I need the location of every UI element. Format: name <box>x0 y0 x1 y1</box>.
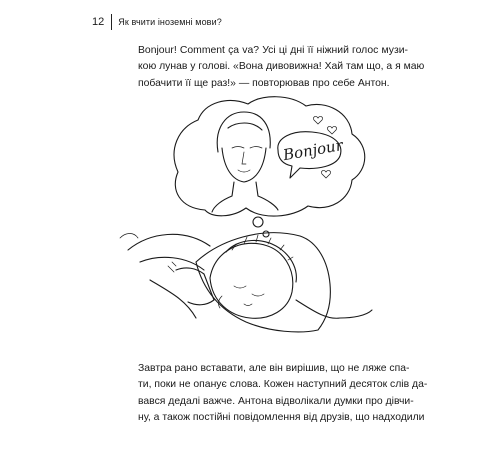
heart-icon <box>327 127 336 134</box>
paragraph-1-line-1: Bonjour! Comment ça va? Усі ці дні її ніжний голос музи- <box>138 45 408 56</box>
paragraph-1-line-2: кою лунав у голові. «Вона дивовижна! Хай там що, а я маю <box>138 61 425 73</box>
paragraph-2-line-3: вався дедалі важче. Антона відволікали думки про дівчи- <box>138 395 414 407</box>
page-number: 12 <box>92 16 105 28</box>
paragraph-1-line-3: побачити її ще раз!» — повторював про себе Антон. <box>138 77 390 89</box>
woman-portrait <box>212 112 278 212</box>
paragraph-2-line-4: ну, а також постійні повідомлення від друзів, що надходили <box>138 412 425 424</box>
heart-icon <box>321 171 330 178</box>
thought-bubble-small-2 <box>263 231 269 237</box>
paragraph-2-line-1: Завтра рано вставати, але він вирішив, що не ляже спа- <box>138 363 410 374</box>
blanket-fold <box>296 300 372 318</box>
pillow <box>196 233 330 332</box>
running-title: Як вчити іноземні мови? <box>118 17 222 27</box>
paragraph-2-line-2: ти, поки не опанує слова. Кожен наступний десяток слів да- <box>138 379 428 391</box>
heart-icon <box>313 117 322 124</box>
arm <box>176 268 214 305</box>
blanket <box>128 234 210 318</box>
paragraph-2 <box>118 361 428 427</box>
thought-cloud <box>174 97 365 216</box>
thought-bubble-small-1 <box>253 217 263 227</box>
sleeping-man <box>210 235 296 318</box>
speech-bubble-text: Bonjour <box>281 136 345 165</box>
